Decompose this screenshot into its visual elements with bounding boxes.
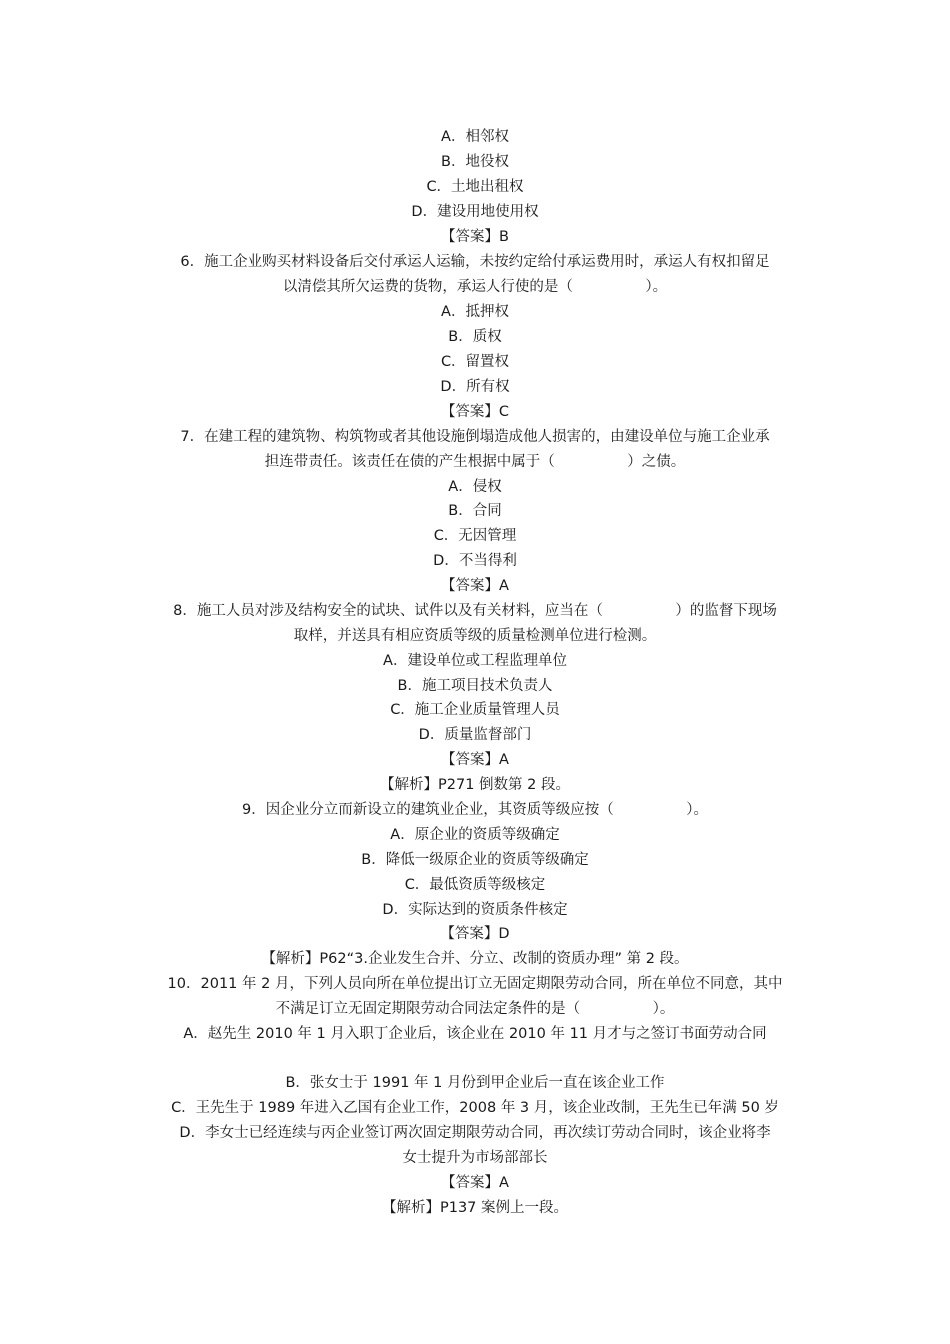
- question-9: 9．因企业分立而新设立的建筑业企业，其资质等级应按（ ）。: [242, 802, 708, 818]
- option-d-cont: 女士提升为市场部部长: [402, 1150, 548, 1166]
- analysis: 【解析】P137 案例上一段。: [381, 1200, 569, 1216]
- question-7: 7．在建工程的建筑物、构筑物或者其他设施倒塌造成他人损害的，由建设单位与施工企业承: [180, 429, 770, 445]
- option-d: D．质量监督部门: [418, 727, 532, 743]
- answer: 【答案】A: [441, 1175, 509, 1191]
- option-c: C．王先生于 1989 年进入乙国有企业工作，2008 年 3 月，该企业改制，王先生已年满 50 岁: [171, 1100, 779, 1116]
- option-b: B．降低一级原企业的资质等级确定: [361, 852, 589, 868]
- question-7-cont: 担连带责任。该责任在债的产生根据中属于（ ）之债。: [264, 454, 686, 470]
- question-10: 10．2011 年 2 月，下列人员向所在单位提出订立无固定期限劳动合同，所在单位不同意，其中: [167, 976, 783, 992]
- answer: 【答案】A: [441, 578, 509, 594]
- option-a: A．抵押权: [441, 304, 509, 320]
- option-c: C．土地出租权: [426, 179, 524, 195]
- option-d: D．实际达到的资质条件核定: [382, 902, 568, 918]
- option-d: D．李女士已经连续与丙企业签订两次固定期限劳动合同，再次续订劳动合同时，该企业将李: [179, 1125, 771, 1141]
- option-c: C．无因管理: [433, 528, 517, 544]
- question-8: 8．施工人员对涉及结构安全的试块、试件以及有关材料，应当在（ ）的监督下现场: [173, 603, 777, 619]
- question-6-cont: 以清偿其所欠运费的货物，承运人行使的是（ ）。: [282, 279, 668, 295]
- option-b: B．地役权: [441, 154, 509, 170]
- option-d: D．所有权: [440, 379, 510, 395]
- analysis: 【解析】P62“3.企业发生合并、分立、改制的资质办理” 第 2 段。: [261, 951, 689, 967]
- option-d: D．建设用地使用权: [411, 204, 539, 220]
- answer: 【答案】C: [440, 404, 510, 420]
- option-a: A．原企业的资质等级确定: [390, 827, 560, 843]
- answer: 【答案】D: [440, 926, 510, 942]
- question-6: 6．施工企业购买材料设备后交付承运人运输，未按约定给付承运费用时，承运人有权扣留足: [180, 254, 770, 270]
- option-a: A．侵权: [448, 479, 502, 495]
- question-8-cont: 取样，并送具有相应资质等级的质量检测单位进行检测。: [293, 628, 657, 644]
- option-c: C．施工企业质量管理人员: [390, 702, 560, 718]
- option-a: A．建设单位或工程监理单位: [383, 653, 567, 669]
- answer: 【答案】B: [441, 229, 509, 245]
- option-c: C．最低资质等级核定: [404, 877, 546, 893]
- option-c: C．留置权: [440, 354, 510, 370]
- option-b: B．合同: [448, 503, 502, 519]
- analysis: 【解析】P271 倒数第 2 段。: [380, 777, 570, 793]
- answer: 【答案】A: [441, 752, 509, 768]
- option-b: B．施工项目技术负责人: [397, 678, 553, 694]
- option-b: B．张女士于 1991 年 1 月份到甲企业后一直在该企业工作: [285, 1075, 665, 1091]
- option-d: D．不当得利: [433, 553, 517, 569]
- option-b: B．质权: [448, 329, 502, 345]
- option-a: A．赵先生 2010 年 1 月入职丁企业后，该企业在 2010 年 11 月才与之签订书面劳动合同: [183, 1026, 767, 1042]
- question-10-cont: 不满足订立无固定期限劳动合同法定条件的是（ ）。: [275, 1001, 675, 1017]
- option-a: A．相邻权: [441, 129, 509, 145]
